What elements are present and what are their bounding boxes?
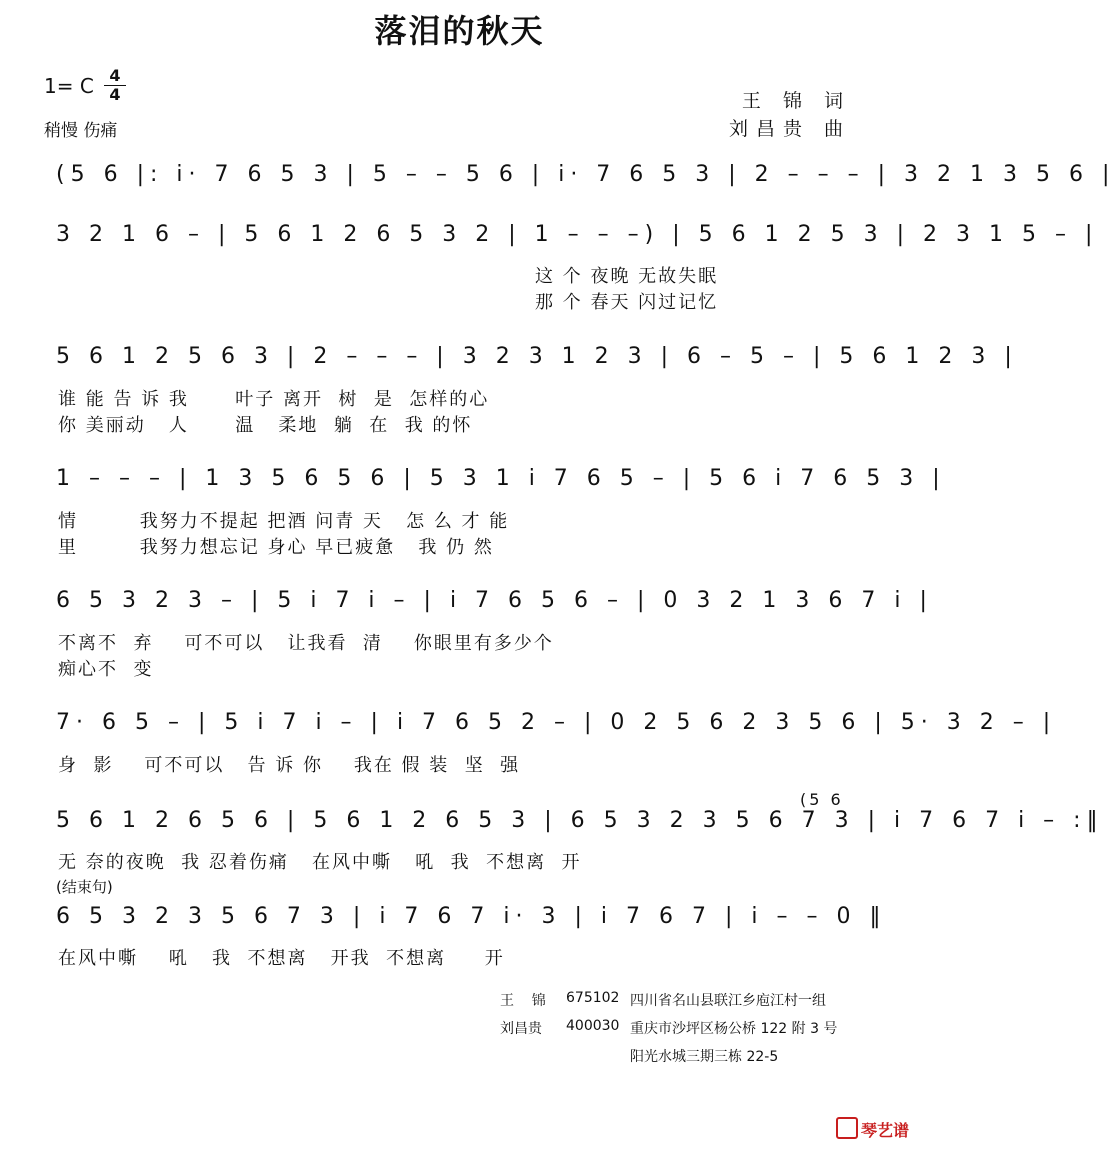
lyric-line-2a: 这 个 夜晚 无故失眠: [535, 266, 719, 287]
lyric-line-4b: 里 我努力想忘记 身心 早已疲惫 我 仍 然: [58, 537, 494, 558]
contact-name-2: 刘昌贵: [500, 1021, 542, 1037]
notation-line-5: 6 5 3 2 3 – | 5 i 7 i – | i 7 6 5 6 – | 0 3 2 1 3 6 7 i |: [56, 588, 933, 613]
ending-label: (结束句): [56, 878, 113, 896]
notation-line-3: 5 6 1 2 5 6 3 | 2 – – – | 3 2 3 1 2 3 | 6 – 5 – | 5 6 1 2 3 |: [56, 344, 1018, 369]
contact-address-3: 阳光水城三期三栋 22-5: [630, 1049, 779, 1065]
lyric-line-3a: 谁 能 告 诉 我 叶子 离开 树 是 怎样的心: [58, 389, 490, 410]
repeat-closing-pickup: (5 6: [800, 790, 844, 809]
tempo-marking: 稍慢 伤痛: [44, 121, 118, 141]
lyric-line-4a: 情 我努力不提起 把酒 问青 天 怎 么 才 能: [58, 511, 510, 532]
lyric-line-8: 在风中嘶 吼 我 不想离 开我 不想离 开: [58, 948, 505, 969]
qinyipu-logo-icon: [836, 1117, 858, 1139]
notation-line-7: 5 6 1 2 6 5 6 | 5 6 1 2 6 5 3 | 6 5 3 2 3 5 6 7 3 | i 7 6 7 i – :‖: [56, 808, 1104, 833]
contact-address-1: 四川省名山县联江乡庖江村一组: [630, 993, 826, 1009]
lyric-line-5b: 痴心不 变: [58, 659, 154, 680]
qinyipu-logo: [814, 1098, 909, 1160]
lyricist-credit: 王 锦 词: [741, 90, 851, 112]
composer-credit: 刘昌贵 曲: [728, 118, 851, 140]
lyric-line-7: 无 奈的夜晚 我 忍着伤痛 在风中嘶 吼 我 不想离 开: [58, 852, 582, 873]
notation-line-6: 7· 6 5 – | 5 i 7 i – | i 7 6 5 2 – | 0 2 5 6 2 3 5 6 | 5· 3 2 – |: [56, 710, 1057, 735]
notation-line-1: (5 6 |: i· 7 6 5 3 | 5 – – 5 6 | i· 7 6 5 3 | 2 – – – | 3 2 1 3 5 6 |: [56, 162, 1115, 187]
lyric-line-5a: 不离不 弃 可不可以 让我看 清 你眼里有多少个: [58, 633, 554, 654]
time-numerator: 4: [109, 66, 121, 85]
logo-text: 琴艺谱: [860, 1121, 909, 1140]
notation-line-8: 6 5 3 2 3 5 6 7 3 | i 7 6 7 i· 3 | i 7 6 7 | i – – 0 ‖: [56, 904, 887, 929]
key-signature: 1= C: [44, 74, 94, 98]
contact-code-1: 675102: [566, 990, 620, 1006]
time-denominator: 4: [109, 85, 121, 104]
lyric-line-3b: 你 美丽动 人 温 柔地 躺 在 我 的怀: [58, 415, 473, 436]
time-signature: [104, 68, 126, 103]
lyric-line-6: 身 影 可不可以 告 诉 你 我在 假 装 坚 强: [58, 755, 521, 776]
contact-name-1: 王 锦: [500, 993, 546, 1009]
notation-line-2: 3 2 1 6 – | 5 6 1 2 6 5 3 2 | 1 – – –) | 5 6 1 2 5 3 | 2 3 1 5 – |: [56, 222, 1099, 247]
song-title: 落泪的秋天: [374, 12, 545, 50]
notation-line-4: 1 – – – | 1 3 5 6 5 6 | 5 3 1 i 7 6 5 – | 5 6 i 7 6 5 3 |: [56, 466, 946, 491]
contact-address-2: 重庆市沙坪区杨公桥 122 附 3 号: [630, 1021, 838, 1037]
contact-code-2: 400030: [566, 1018, 620, 1034]
lyric-line-2b: 那 个 春天 闪过记忆: [535, 292, 719, 313]
